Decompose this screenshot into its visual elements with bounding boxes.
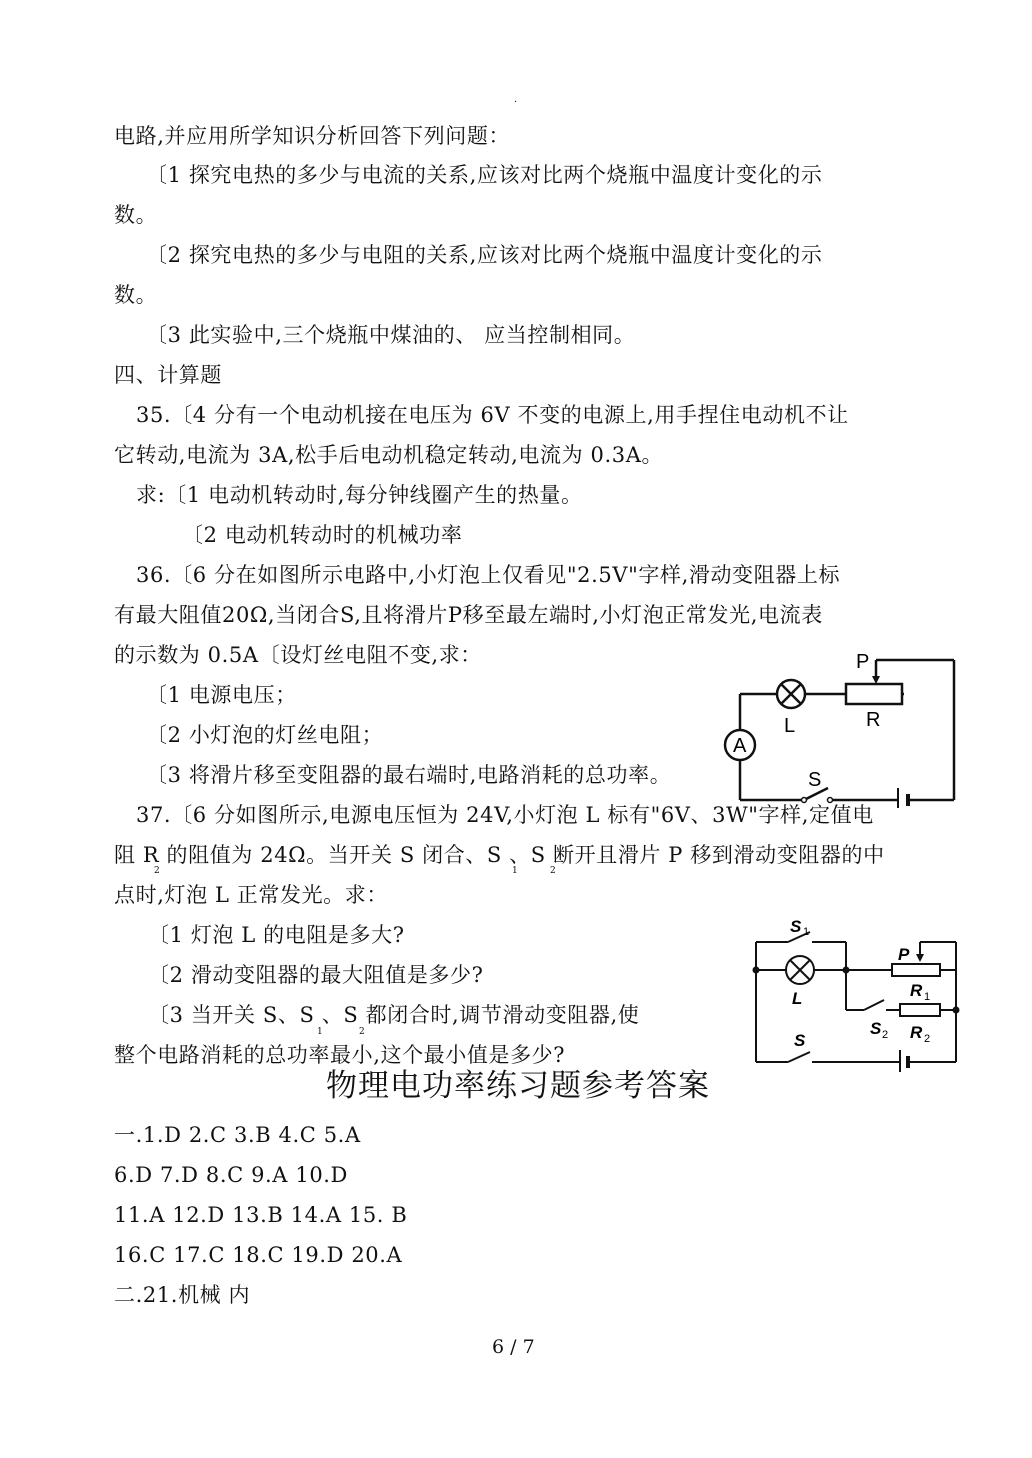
- text-line: 求:〔1 电动机转动时,每分钟线圈产生的热量。: [136, 483, 583, 507]
- text-line: 点时,灯泡 L 正常发光。求：: [114, 883, 388, 907]
- page-number: 6 / 7: [492, 1336, 535, 1358]
- answer-line: 二.21.机械 内: [114, 1283, 251, 1307]
- label-s: S: [794, 1031, 806, 1050]
- label-r1-sub: 1: [924, 991, 931, 1003]
- label-p: P: [856, 651, 870, 673]
- answer-line: 6.D 7.D 8.C 9.A 10.D: [114, 1163, 348, 1187]
- answer-line: 一.1.D 2.C 3.B 4.C 5.A: [114, 1123, 361, 1147]
- subscript: 2: [550, 866, 556, 876]
- text-line: 36.〔6 分在如图所示电路中,小灯泡上仅看见"2.5V"字样,滑动变阻器上标: [136, 563, 841, 587]
- label-s1-sub: 1: [803, 926, 810, 938]
- text-line: 35.〔4 分有一个电动机接在电压为 6V 不变的电源上,用手捏住电动机不让: [136, 403, 849, 427]
- text-line: 阻 R 的阻值为 24Ω。当开关 S 闭合、S 、S 断开且滑片 P 移到滑动变阻器的中: [114, 843, 885, 867]
- text-line: 整个电路消耗的总功率最小,这个最小值是多少?: [114, 1043, 566, 1067]
- text-line: 〔2 探究电热的多少与电阻的关系,应该对比两个烧瓶中温度计变化的示: [146, 243, 823, 267]
- label-r2-sub: 2: [924, 1033, 931, 1045]
- text-line: 有最大阻值20Ω,当闭合S,且将滑片P移至最左端时,小灯泡正常发光,电流表: [114, 603, 823, 627]
- circuit-diagram-37: [748, 912, 964, 1072]
- answer-line: 16.C 17.C 18.C 19.D 20.A: [114, 1243, 403, 1267]
- text-line: 〔1 电源电压；: [146, 683, 297, 707]
- label-r: R: [866, 709, 881, 731]
- label-r2: R: [910, 1023, 923, 1042]
- text-line: 的示数为 0.5A〔设灯丝电阻不变,求：: [114, 643, 482, 667]
- subscript: 2: [359, 1027, 365, 1037]
- label-s2: S: [870, 1019, 882, 1038]
- text-line: 〔2 小灯泡的灯丝电阻；: [146, 723, 384, 747]
- label-s2-sub: 2: [882, 1029, 889, 1041]
- answer-line: 11.A 12.D 13.B 14.A 15. B: [114, 1203, 408, 1227]
- label-l: L: [784, 715, 796, 737]
- answer-title: 物理电功率练习题参考答案: [326, 1068, 710, 1104]
- subscript: 2: [154, 866, 160, 876]
- text-line: 数。: [114, 283, 158, 307]
- text-line: 电路,并应用所学知识分析回答下列问题：: [114, 124, 511, 148]
- text-line: 数。: [114, 203, 158, 227]
- text-line: 37.〔6 分如图所示,电源电压恒为 24V,小灯泡 L 标有"6V、3W"字样,定值电: [136, 803, 874, 827]
- label-a: A: [733, 735, 747, 757]
- label-l: L: [792, 989, 803, 1008]
- text-line: 〔2 电动机转动时的机械功率: [182, 523, 463, 547]
- header-dot: ·: [514, 97, 518, 108]
- circuit-diagram-36: [718, 648, 962, 808]
- text-line: 它转动,电流为 3A,松手后电动机稳定转动,电流为 0.3A。: [114, 443, 664, 467]
- subscript: 1: [317, 1027, 323, 1037]
- section-heading: 四、计算题: [114, 363, 222, 387]
- text-line: 〔1 探究电热的多少与电流的关系,应该对比两个烧瓶中温度计变化的示: [146, 163, 823, 187]
- text-line: 〔2 滑动变阻器的最大阻值是多少?: [148, 963, 484, 987]
- text-line: 〔3 当开关 S、S 、S 都闭合时,调节滑动变阻器,使: [148, 1003, 640, 1027]
- text-line: 〔1 灯泡 L 的电阻是多大?: [148, 923, 405, 947]
- text-line: 〔3 将滑片移至变阻器的最右端时,电路消耗的总功率。: [146, 763, 672, 787]
- subscript: 1: [512, 866, 518, 876]
- label-p: P: [898, 945, 910, 964]
- label-s: S: [808, 769, 822, 791]
- label-r1: R: [910, 981, 923, 1000]
- label-s1: S: [790, 917, 802, 936]
- text-line: 〔3 此实验中,三个烧瓶中煤油的、 应当控制相同。: [146, 323, 636, 347]
